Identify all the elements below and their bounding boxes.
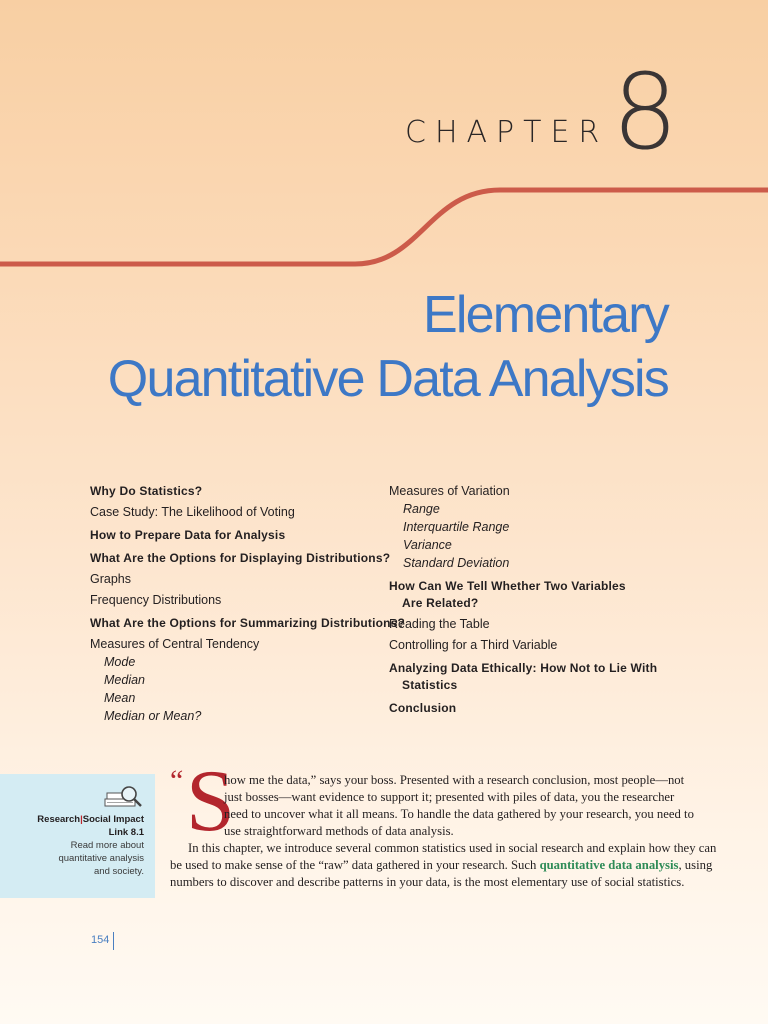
- paragraph-line: need to uncover what it all means. To handle the data gathered by your research, you need to: [224, 807, 694, 821]
- page-number: 154: [91, 934, 110, 946]
- toc-column-right: [389, 484, 689, 716]
- toc-subitem: Interquartile Range: [403, 520, 510, 534]
- paragraph-text: , using: [678, 858, 713, 872]
- toc-heading: Why Do Statistics?: [90, 484, 203, 498]
- research-link-desc-line: quantitative analysis: [58, 853, 144, 864]
- intro-paragraph-2: [170, 840, 717, 891]
- toc-subitem: Mode: [104, 655, 136, 669]
- page-number-rule: [113, 932, 114, 950]
- research-link-description: [34, 839, 144, 878]
- chapter-word: CHAPTER: [405, 115, 609, 150]
- toc-item: Reading the Table: [389, 617, 490, 631]
- chapter-title: [108, 283, 668, 411]
- paragraph-text: be used to make sense of the “raw” data gathered in your research. Such: [170, 858, 540, 872]
- chapter-number: 8: [612, 51, 679, 173]
- toc-subitem: Median or Mean?: [104, 709, 202, 723]
- research-link-number: Link 8.1: [108, 827, 144, 838]
- toc-subitem: Mean: [104, 691, 136, 705]
- toc-item: Graphs: [90, 572, 131, 586]
- chapter-heading: [405, 51, 705, 173]
- research-link-label-separator: |: [80, 814, 83, 825]
- toc-subitem: Variance: [403, 538, 452, 552]
- research-link-label-part2: Social Impact: [82, 814, 144, 825]
- toc-heading: Conclusion: [389, 701, 457, 715]
- paragraph-line: how me the data,” says your boss. Presented with a research conclusion, most people—not: [224, 773, 685, 787]
- toc-heading: Analyzing Data Ethically: How Not to Lie With: [389, 661, 658, 675]
- toc-heading: What Are the Options for Displaying Distributions?: [90, 551, 391, 565]
- paragraph-line: use straightforward methods of data analysis.: [224, 824, 454, 838]
- research-link-label: [37, 813, 144, 839]
- drop-cap: S: [186, 753, 235, 850]
- key-term: quantitative data analysis: [539, 858, 679, 872]
- toc-item: Case Study: The Likelihood of Voting: [90, 505, 295, 519]
- paragraph-line: numbers to discover and describe patterns in your data, is the most elementary use of social statistics.: [170, 875, 685, 889]
- opening-quote: “: [170, 764, 184, 797]
- toc-heading: How Can We Tell Whether Two Variables: [389, 579, 626, 593]
- toc-subitem: Standard Deviation: [403, 556, 510, 570]
- research-link-desc-line: and society.: [94, 866, 144, 877]
- paragraph-line: In this chapter, we introduce several common statistics used in social research and explain how they can: [188, 841, 717, 855]
- toc-heading: Statistics: [402, 678, 458, 692]
- research-link-desc-line: Read more about: [70, 840, 144, 851]
- chapter-title-line-2: Quantitative Data Analysis: [107, 350, 668, 408]
- research-link-label-part1: Research: [37, 814, 81, 825]
- toc-heading: How to Prepare Data for Analysis: [90, 528, 286, 542]
- toc-item: Measures of Central Tendency: [90, 637, 260, 651]
- toc-heading: What Are the Options for Summarizing Distributions?: [90, 616, 406, 630]
- decorative-swoosh: [0, 180, 768, 280]
- toc-heading: Are Related?: [402, 596, 479, 610]
- toc-column-left: [90, 484, 406, 724]
- toc-item: Measures of Variation: [389, 484, 510, 498]
- intro-paragraph-1: [224, 772, 694, 840]
- toc-item: Frequency Distributions: [90, 593, 222, 607]
- toc-item: Controlling for a Third Variable: [389, 638, 558, 652]
- toc-subitem: Range: [403, 502, 440, 516]
- toc-subitem: Median: [104, 673, 145, 687]
- paragraph-line: just bosses—want evidence to support it; presented with piles of data, you the researcher: [224, 790, 675, 804]
- chapter-title-line-1: Elementary: [423, 286, 668, 344]
- magnifying-glass-icon: [103, 784, 145, 810]
